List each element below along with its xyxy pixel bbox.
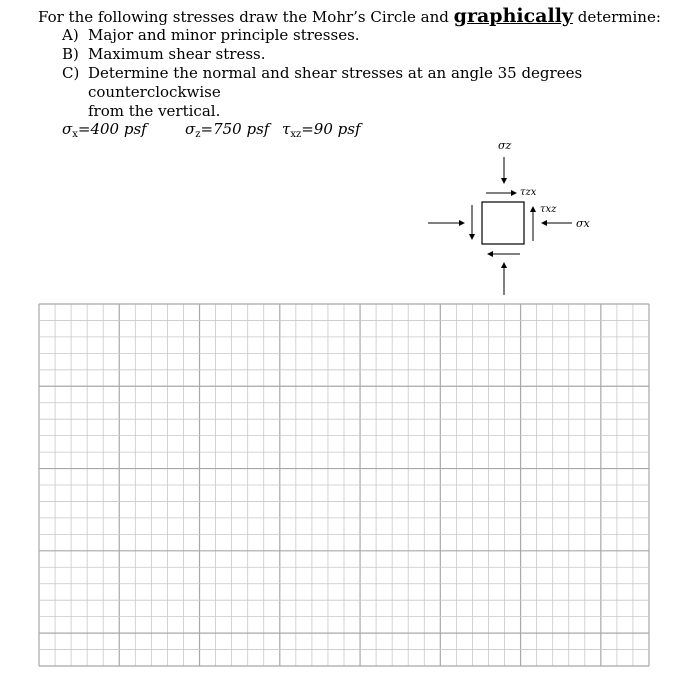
- sigma-z-value: $\sigma_z=750$ psf: [185, 120, 270, 140]
- intro-emphasis: graphically: [453, 5, 573, 27]
- task-item-c: [62, 64, 682, 121]
- sigma-x-label: σx: [576, 217, 590, 230]
- task-text: Major and minor principle stresses.: [88, 26, 360, 44]
- task-text-continued: from the vertical.: [88, 102, 221, 120]
- stress-element-diagram: [420, 135, 610, 300]
- sigma-x-value: $\sigma_x=400$ psf: [62, 120, 147, 140]
- task-item-b: [62, 45, 682, 64]
- problem-statement: [38, 7, 678, 27]
- task-item-a: [62, 26, 682, 45]
- intro-text: For the following stresses draw the Mohr’s Circle and: [38, 8, 449, 26]
- task-list: [62, 26, 682, 121]
- task-letter: A): [62, 26, 79, 44]
- intro-text-end: determine:: [577, 8, 661, 26]
- sigma-z-label: σz: [498, 139, 512, 152]
- tau-zx-label: τzx: [520, 187, 537, 198]
- tau-xz-label: τxz: [540, 204, 557, 215]
- graph-paper-grid: [38, 303, 650, 667]
- task-letter: B): [62, 45, 79, 63]
- task-letter: C): [62, 64, 80, 82]
- task-text: Maximum shear stress.: [88, 45, 266, 63]
- task-text: Determine the normal and shear stresses at an angle 35 degrees counterclockwise: [88, 64, 583, 101]
- stress-element-square: [482, 202, 524, 244]
- tau-xz-value: $\tau_{xz}=90$ psf: [282, 120, 361, 140]
